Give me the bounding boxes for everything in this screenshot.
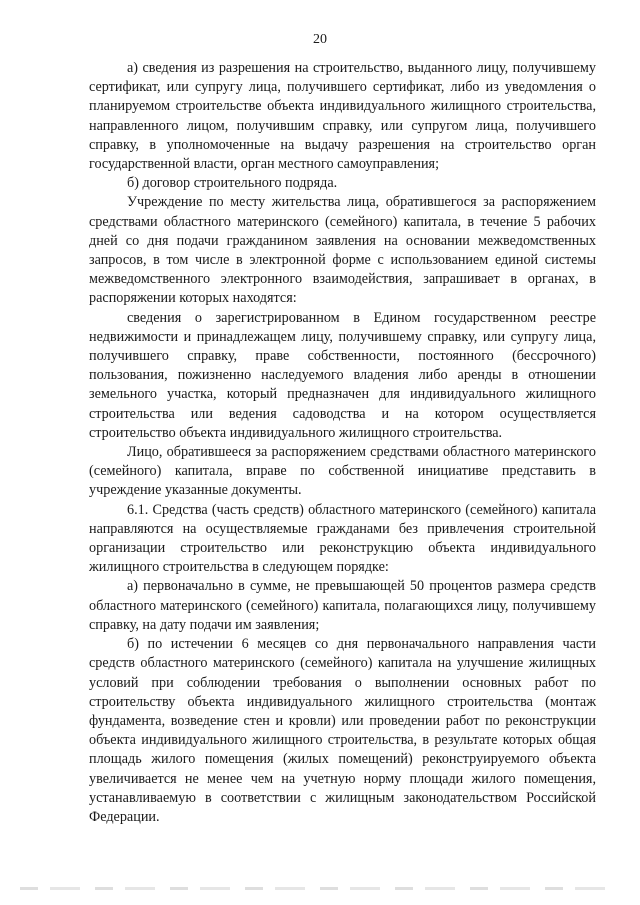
page-number: 20 (313, 32, 327, 47)
paragraph-item-b: б) договор строительного подряда. (127, 175, 338, 192)
document-body (89, 59, 596, 827)
paragraph-section-6-1: 6.1. Средства (часть средств) областного материнского (семейного) капитала направляются на осуществляемые гражданами без привлечения строительной организации строительство или реконструкцию объекта индивидуального жилищного строительства в следующем порядке: (89, 501, 596, 576)
paragraph-6-1-item-a: а) первоначально в сумме, не превышающей 50 процентов размера средств областного материнского (семейного) капитала, полагающихся лицу, получившему справку, на дату подачи им заявления; (89, 578, 596, 633)
scan-edge-artifact (20, 887, 620, 890)
paragraph-own-initiative: Лицо, обратившееся за распоряжением средствами областного материнского (семейного) капитала, вправе по собственной инициативе представить в учреждение указанные документы. (89, 444, 596, 499)
paragraph-item-a: а) сведения из разрешения на строительство, выданного лицу, получившему сертификат, или супругу лица, получившего сертификат, либо из уведомления о планируемом строительстве объекта индивидуального жилищного строительства, направленного лицом, получившим справку, или супругом лица, получившего справку, в уполномоченные на выдачу разрешения на строительство орган государственной власти, орган местного самоуправления; (89, 60, 596, 173)
paragraph-6-1-item-b: б) по истечении 6 месяцев со дня первоначального направления части средств областного материнского (семейного) капитала на улучшение жилищных условий при соблюдении требования о выполнении основных работ по строительству объекта индивидуального жилищного строительства (монтаж фундамента, возведение стен и кровли) или проведении работ по реконструкции объекта индивидуального жилищного строительства, в результате которых общая площадь жилого помещения (жилых помещений) реконструируемого объекта увеличивается не менее чем на учетную норму площади жилого помещения, устанавливаемую в соответствии с жилищным законодательством Российской Федерации. (89, 636, 596, 825)
paragraph-registry-info: сведения о зарегистрированном в Едином государственном реестре недвижимости и принадлежащем лицу, получившему справку, или супругу лица, получившего справку, праве собственности, постоянного (бессрочного) пользования, пожизненно наследуемого владения либо аренды в отношении земельного участка, который предназначен для индивидуального жилищного строительства или ведения садоводства и на котором осуществляется строительство объекта индивидуального жилищного строительства. (89, 309, 596, 441)
paragraph-institution-request: Учреждение по месту жительства лица, обратившегося за распоряжением средствами областного материнского (семейного) капитала, в течение 5 рабочих дней со дня подачи гражданином заявления на основании межведомственных запросов, в том числе в электронной форме с использованием единой системы межведомственного электронного взаимодействия, запрашивает в органах, в распоряжении которых находятся: (89, 194, 596, 307)
